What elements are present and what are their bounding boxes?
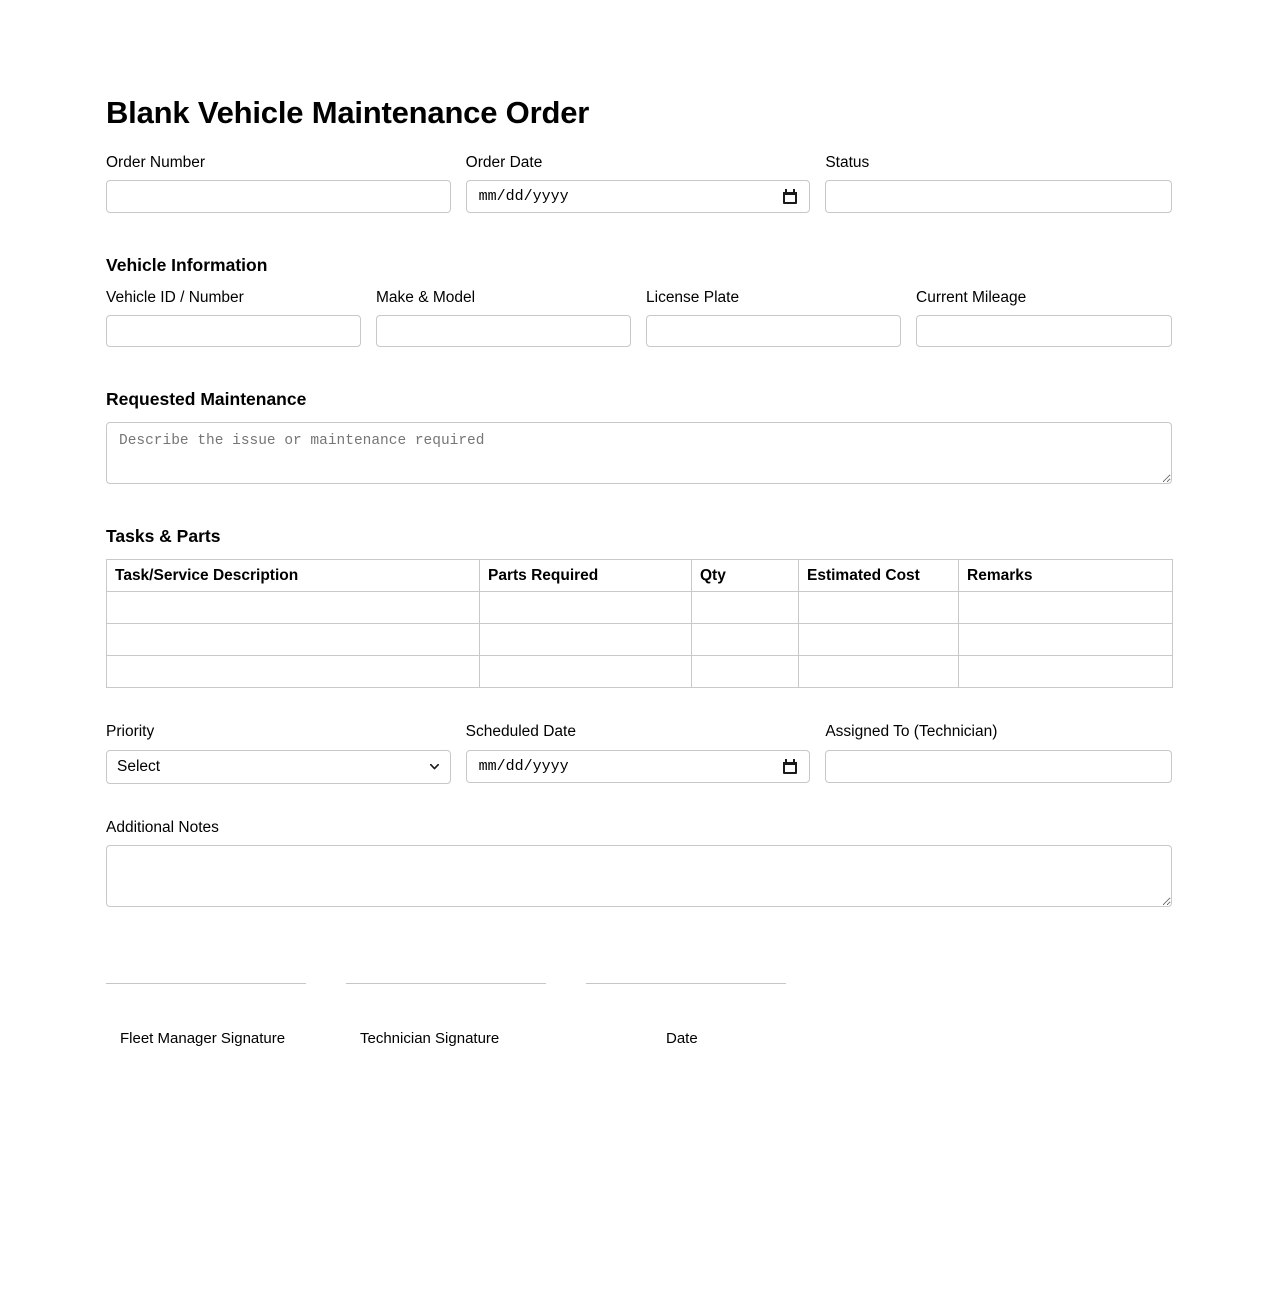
scheduled-date-label: Scheduled Date — [465, 723, 576, 741]
order-number-input[interactable] — [106, 180, 451, 213]
scheduled-date-input[interactable] — [466, 750, 811, 783]
vehicle-information-heading: Vehicle Information — [106, 255, 268, 276]
cell-parts-required[interactable] — [480, 592, 692, 624]
cell-task-description[interactable] — [107, 624, 480, 656]
order-number-field-group — [106, 153, 451, 213]
cell-qty[interactable] — [692, 592, 799, 624]
scheduling-row — [106, 722, 1172, 783]
make-model-input[interactable] — [376, 315, 631, 347]
cell-estimated-cost[interactable] — [799, 624, 959, 656]
tasks-and-parts-heading: Tasks & Parts — [106, 526, 221, 547]
order-date-field-group — [466, 153, 811, 213]
signature-date-label: Date — [666, 1030, 698, 1048]
cell-task-description[interactable] — [107, 656, 480, 688]
column-header-estimated-cost: Estimated Cost — [799, 560, 959, 592]
priority-label: Priority — [106, 723, 155, 741]
additional-notes-textarea[interactable] — [106, 845, 1172, 907]
signature-block-fleet-manager — [106, 983, 346, 1047]
cell-estimated-cost[interactable] — [799, 656, 959, 688]
column-header-qty: Qty — [692, 560, 799, 592]
cell-remarks[interactable] — [959, 624, 1173, 656]
cell-estimated-cost[interactable] — [799, 592, 959, 624]
signature-line — [346, 983, 546, 984]
priority-field-group — [106, 722, 451, 783]
technician-signature-label: Technician Signature — [360, 1030, 500, 1048]
column-header-parts-required: Parts Required — [480, 560, 692, 592]
scheduled-date-field-group — [466, 722, 811, 783]
table-row[interactable] — [107, 592, 1173, 624]
calendar-icon[interactable] — [783, 759, 797, 774]
vehicle-id-field-group — [106, 288, 361, 347]
cell-remarks[interactable] — [959, 656, 1173, 688]
assigned-to-label: Assigned To (Technician) — [825, 723, 998, 741]
table-row[interactable] — [107, 656, 1173, 688]
assigned-to-input[interactable] — [825, 750, 1172, 783]
signature-line — [586, 983, 786, 984]
signature-block-technician — [346, 983, 586, 1047]
license-plate-field-group — [646, 288, 901, 347]
table-row[interactable] — [107, 624, 1173, 656]
additional-notes-label: Additional Notes — [106, 818, 219, 836]
vehicle-id-input[interactable] — [106, 315, 361, 347]
status-input[interactable] — [825, 180, 1172, 213]
calendar-icon[interactable] — [783, 189, 797, 204]
signature-row — [106, 983, 1172, 1047]
make-model-label: Make & Model — [376, 289, 476, 307]
scheduled-date-placeholder: mm/dd/yyyy — [478, 757, 569, 775]
status-field-group — [825, 153, 1172, 213]
requested-maintenance-heading: Requested Maintenance — [106, 389, 307, 410]
order-header-row — [106, 153, 1172, 213]
cell-qty[interactable] — [692, 656, 799, 688]
assigned-to-field-group — [825, 722, 1172, 783]
order-date-input[interactable] — [466, 180, 811, 213]
vehicle-information-row — [106, 288, 1172, 347]
order-date-placeholder: mm/dd/yyyy — [478, 188, 569, 206]
current-mileage-input[interactable] — [916, 315, 1172, 347]
tasks-parts-table — [106, 559, 1173, 688]
cell-parts-required[interactable] — [480, 624, 692, 656]
cell-task-description[interactable] — [107, 592, 480, 624]
vehicle-id-label: Vehicle ID / Number — [106, 289, 244, 307]
order-number-label: Order Number — [106, 153, 206, 171]
column-header-task-description: Task/Service Description — [107, 560, 480, 592]
license-plate-label: License Plate — [646, 289, 740, 307]
current-mileage-label: Current Mileage — [916, 289, 1027, 307]
make-model-field-group — [376, 288, 631, 347]
table-header-row — [107, 560, 1173, 592]
license-plate-input[interactable] — [646, 315, 901, 347]
order-date-label: Order Date — [465, 153, 543, 171]
requested-maintenance-textarea[interactable] — [106, 422, 1172, 484]
fleet-manager-signature-label: Fleet Manager Signature — [120, 1030, 286, 1048]
current-mileage-field-group — [916, 288, 1172, 347]
priority-select[interactable] — [106, 750, 451, 784]
priority-select-wrapper[interactable] — [106, 750, 451, 784]
page-title: Blank Vehicle Maintenance Order — [106, 95, 590, 130]
cell-remarks[interactable] — [959, 592, 1173, 624]
cell-qty[interactable] — [692, 624, 799, 656]
signature-block-date — [586, 983, 826, 1047]
column-header-remarks: Remarks — [959, 560, 1173, 592]
cell-parts-required[interactable] — [480, 656, 692, 688]
status-label: Status — [825, 153, 870, 171]
signature-line — [106, 983, 306, 984]
